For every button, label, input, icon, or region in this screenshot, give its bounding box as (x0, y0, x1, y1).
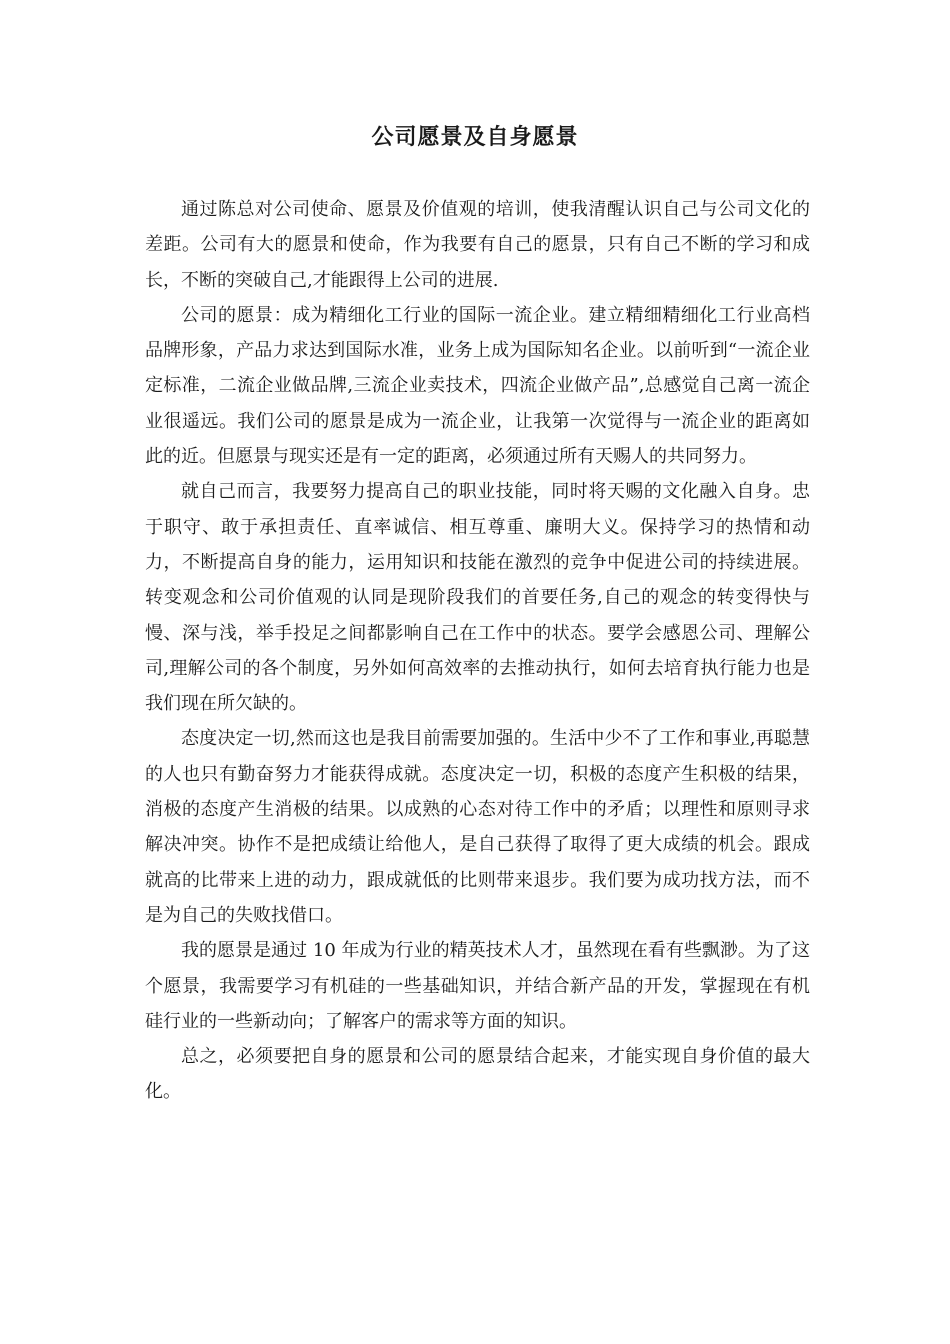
document-body (145, 192, 810, 1110)
paragraph-attitude: 态度决定一切,然而这也是我目前需要加强的。生活中少不了工作和事业,再聪慧的人也只有勤奋努力才能获得成就。态度决定一切，积极的态度产生积极的结果，消极的态度产生消极的结果。以成熟的心态对待工作中的矛盾；以理性和原则寻求解决冲突。协作不是把成绩让给他人，是自己获得了取得了更大成绩的机会。跟成就高的比带来上进的动力，跟成就低的比则带来退步。我们要为成功找方法，而不是为自己的失败找借口。 (145, 728, 810, 926)
paragraph-company-vision: 公司的愿景：成为精细化工行业的国际一流企业。建立精细精细化工行业高档品牌形象，产品力求达到国际水准，业务上成为国际知名企业。以前听到“一流企业定标准，二流企业做品牌,三流企业卖技术，四流企业做产品”,总感觉自己离一流企业很遥远。我们公司的愿景是成为一流企业，让我第一次觉得与一流企业的距离如此的近。但愿景与现实还是有一定的距离，必须通过所有天赐人的共同努力。 (145, 304, 810, 468)
paragraph-my-vision: 我的愿景是通过 10 年成为行业的精英技术人才，虽然现在看有些飘渺。为了这个愿景，我需要学习有机硅的一些基础知识，并结合新产品的开发，掌握现在有机硅行业的一些新动向；了解客户的需求等方面的知识。 (145, 940, 810, 1032)
document-title: 公司愿景及自身愿景 (371, 124, 579, 150)
paragraph-personal-skills: 就自己而言，我要努力提高自己的职业技能，同时将天赐的文化融入自身。忠于职守、敢于承担责任、直率诚信、相互尊重、廉明大义。保持学习的热情和动力，不断提高自身的能力，运用知识和技能在激烈的竞争中促进公司的持续进展。转变观念和公司价值观的认同是现阶段我们的首要任务,自己的观念的转变得快与慢、深与浅，举手投足之间都影响自己在工作中的状态。要学会感恩公司、理解公司,理解公司的各个制度，另外如何高效率的去推动执行，如何去培育执行能力也是我们现在所欠缺的。 (145, 481, 810, 715)
paragraph-conclusion: 总之，必须要把自身的愿景和公司的愿景结合起来，才能实现自身价值的最大化。 (145, 1046, 810, 1103)
paragraph-training: 通过陈总对公司使命、愿景及价值观的培训，使我清醒认识自己与公司文化的差距。公司有大的愿景和使命，作为我要有自己的愿景，只有自己不断的学习和成长，不断的突破自己,才能跟得上公司的进展. (145, 199, 810, 291)
